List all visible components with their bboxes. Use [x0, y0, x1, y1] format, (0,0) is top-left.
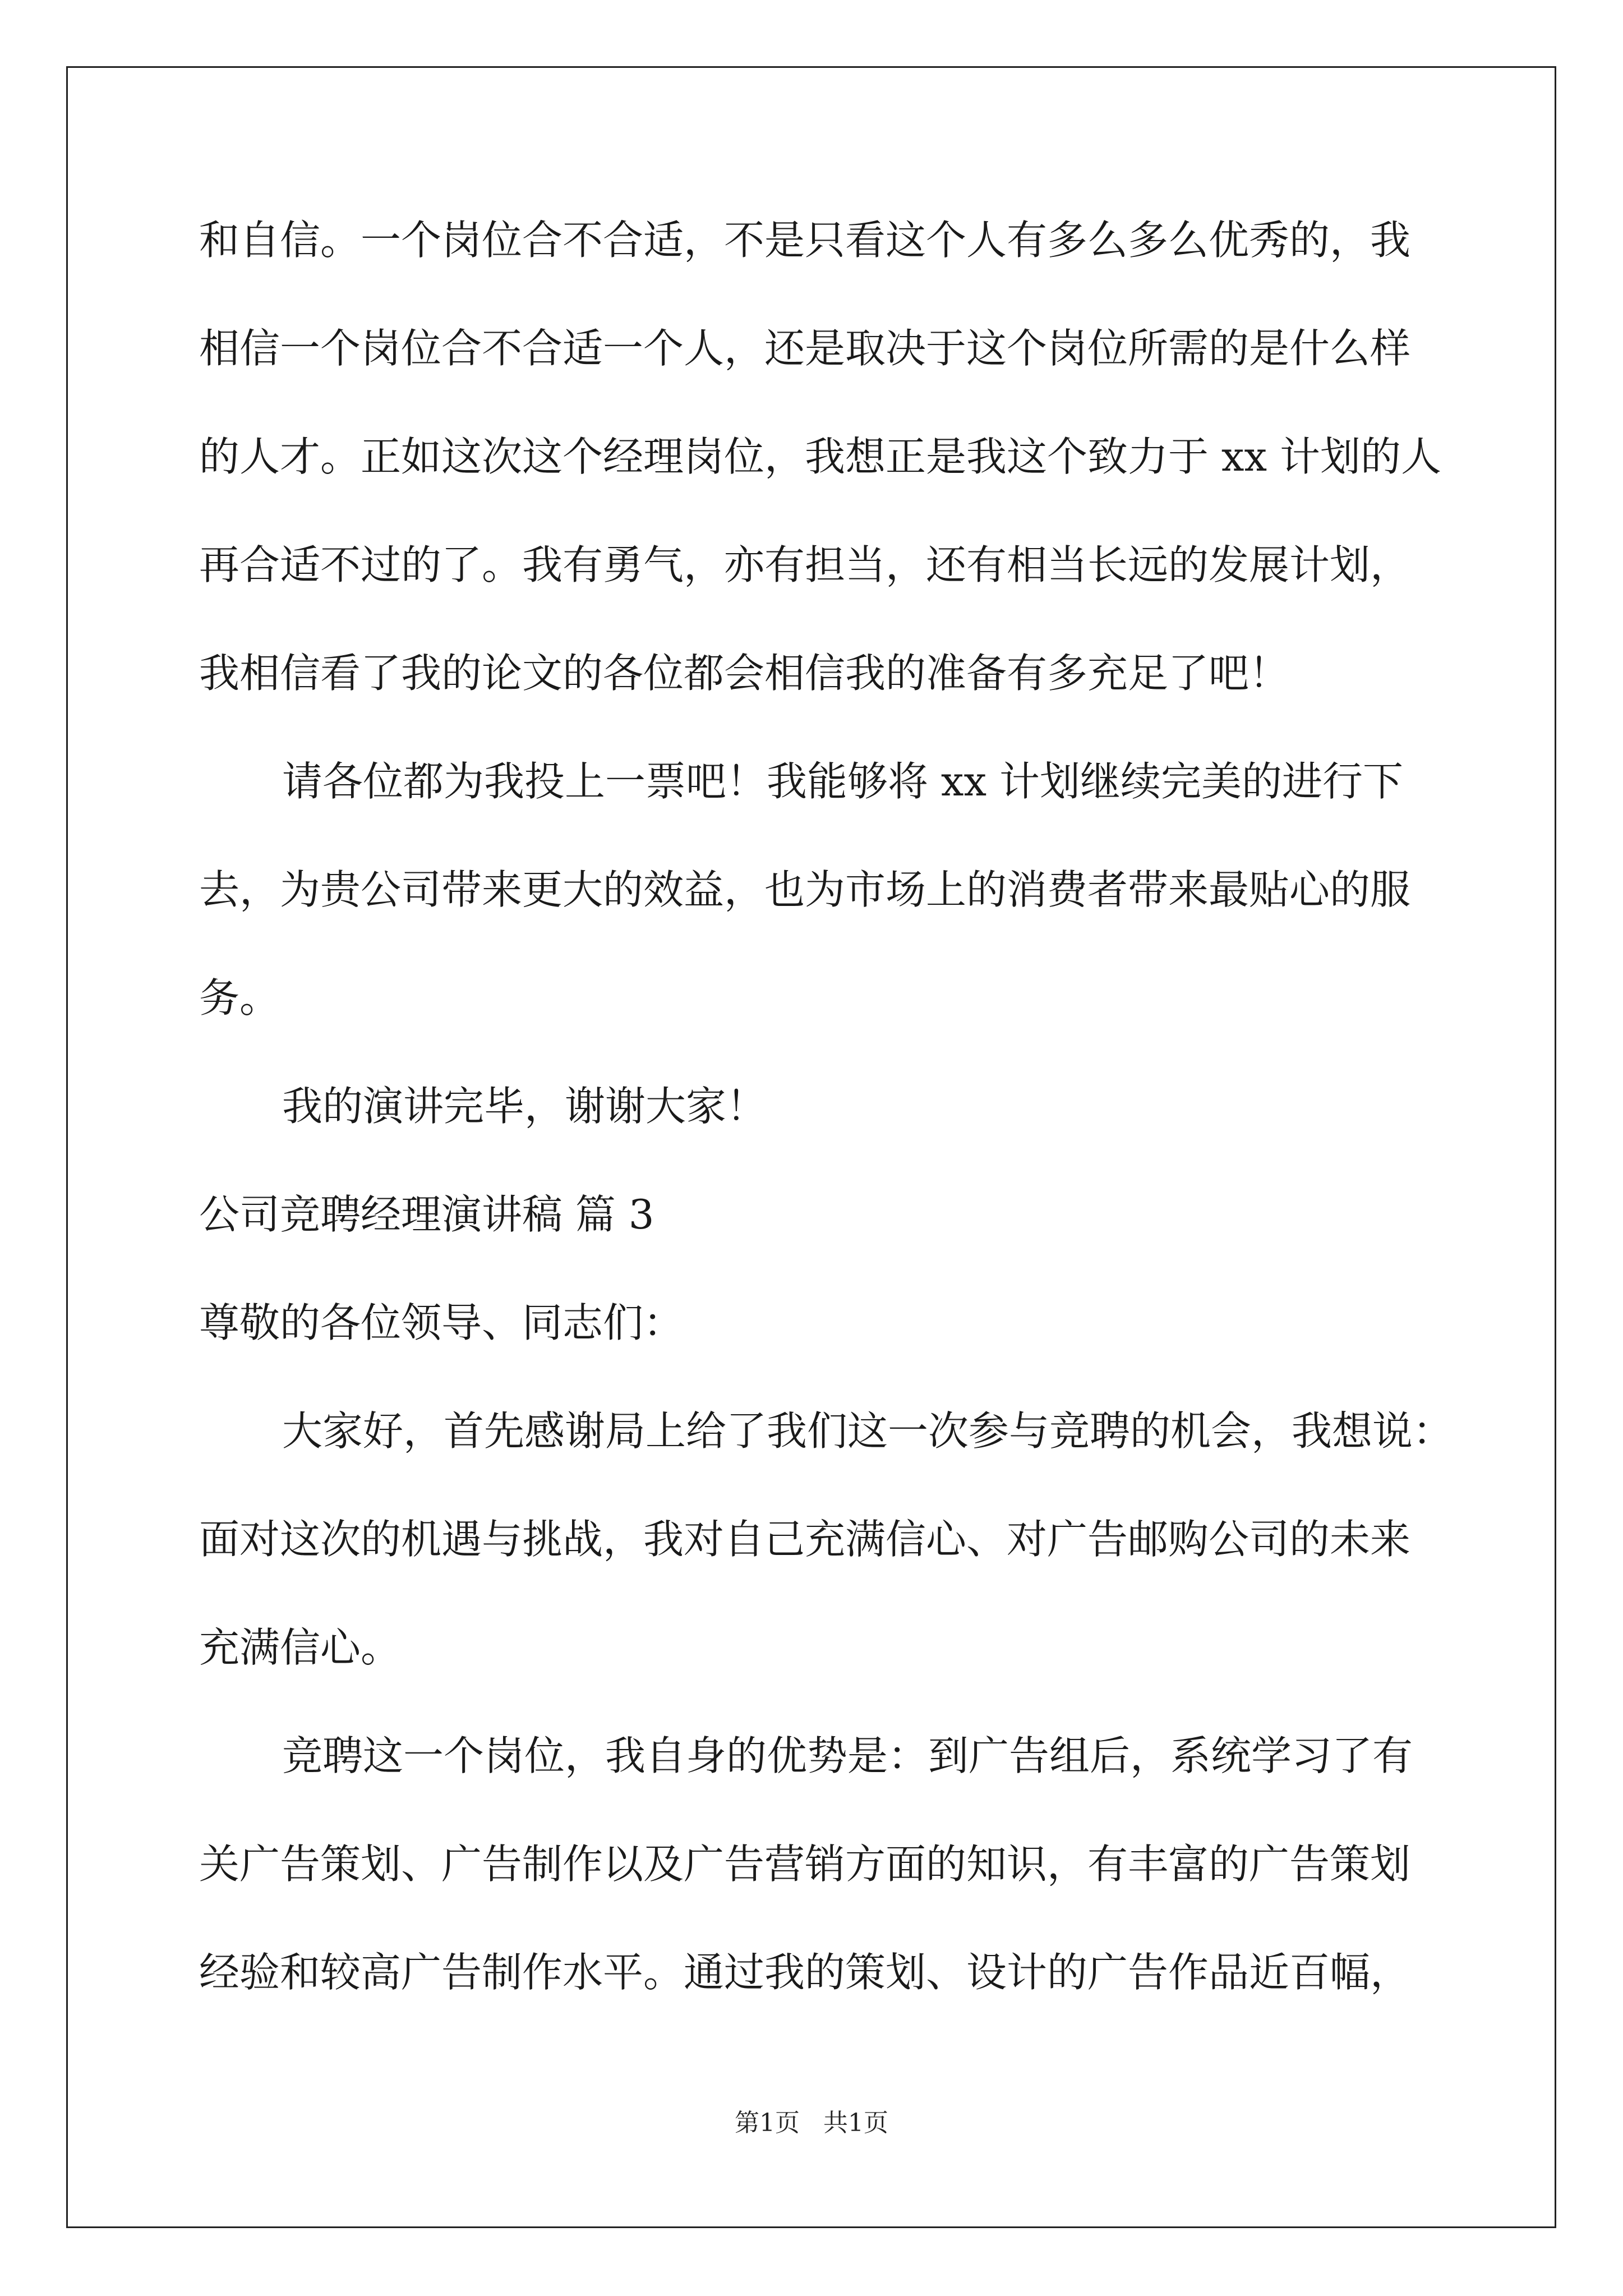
body-line: 我相信看了我的论文的各位都会相信我的准备有多充足了吧！ — [199, 650, 1290, 697]
body-line: 面对这次的机遇与挑战，我对自己充满信心、对广告邮购公司的未来 — [199, 1516, 1411, 1563]
paragraph-first-line: 我的演讲完毕，谢谢大家！ — [282, 1083, 767, 1130]
body-line: 充满信心。 — [199, 1624, 402, 1671]
paragraph-first-line: 大家好，首先感谢局上给了我们这一次参与竞聘的机会，我想说： — [282, 1407, 1454, 1455]
page-number-footer: 第1页 共1页 — [735, 2109, 888, 2137]
paragraph-first-line: 竞聘这一个岗位，我自身的优势是：到广告组后，系统学习了有 — [282, 1732, 1413, 1779]
body-line: 务。 — [199, 974, 280, 1022]
section-heading: 公司竞聘经理演讲稿 篇 3 — [199, 1191, 654, 1238]
paragraph-first-line: 请各位都为我投上一票吧！我能够将 xx 计划继续完美的进行下 — [282, 758, 1403, 805]
salutation: 尊敬的各位领导、同志们： — [199, 1299, 684, 1346]
body-line: 的人才。正如这次这个经理岗位，我想正是我这个致力于 xx 计划的人 — [199, 433, 1441, 480]
body-line: 和自信。一个岗位合不合适，不是只看这个人有多么多么优秀的，我 — [199, 217, 1411, 264]
body-line: 再合适不过的了。我有勇气，亦有担当，还有相当长远的发展计划， — [199, 541, 1411, 588]
body-line: 相信一个岗位合不合适一个人，还是取决于这个岗位所需的是什么样 — [199, 325, 1411, 372]
body-line: 经验和较高广告制作水平。通过我的策划、设计的广告作品近百幅， — [199, 1949, 1411, 1996]
page-border — [66, 66, 1556, 2228]
body-line: 关广告策划、广告制作以及广告营销方面的知识，有丰富的广告策划 — [199, 1841, 1411, 1888]
body-line: 去，为贵公司带来更大的效益，也为市场上的消费者带来最贴心的服 — [199, 866, 1411, 913]
